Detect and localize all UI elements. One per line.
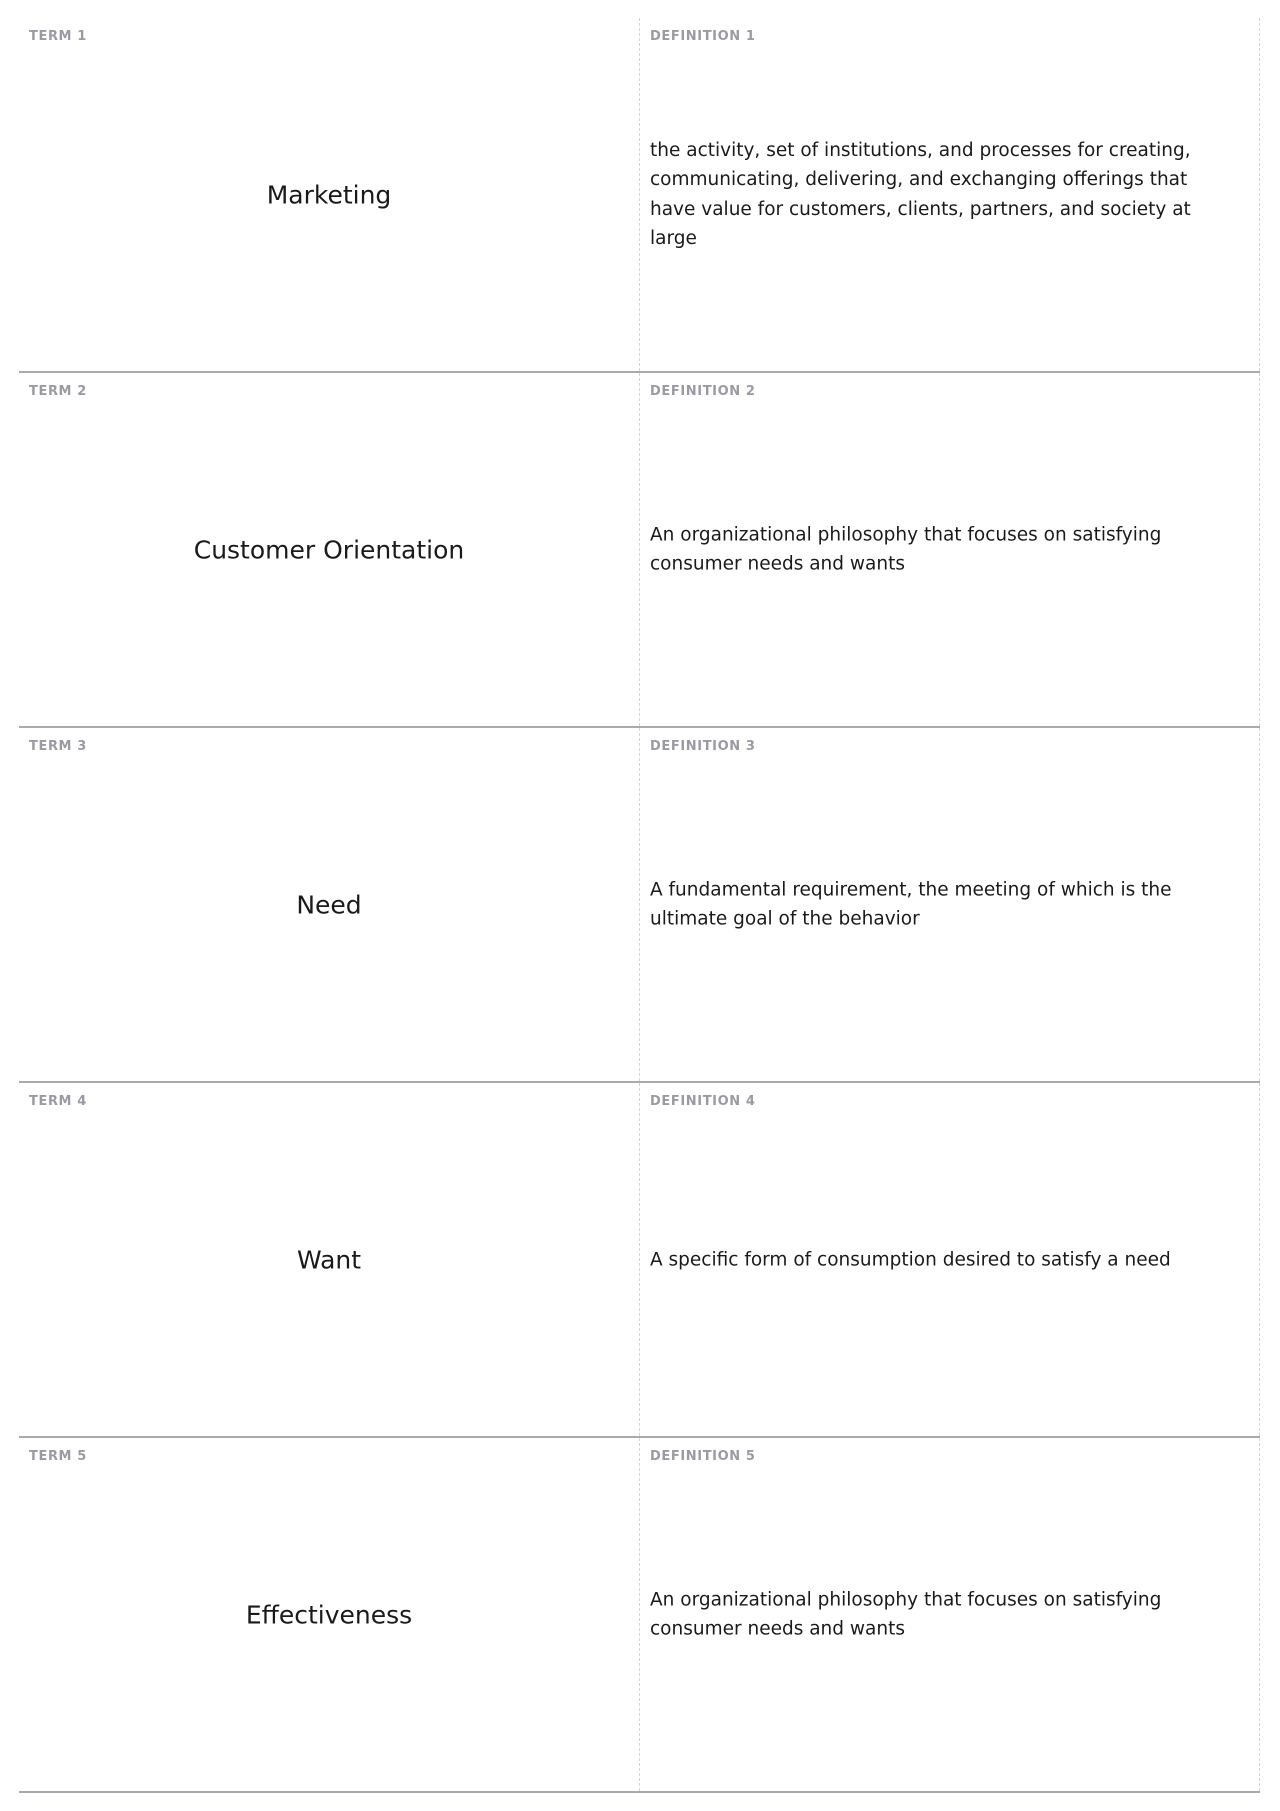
flashcard-row-1 [19,18,1260,373]
definition-label: DEFINITION 3 [650,739,756,754]
definition-cell [640,18,1260,371]
definition-text: A fundamental requirement, the meeting of which is the ultimate goal of the behavior [650,879,1172,930]
term-cell [19,1083,640,1436]
term-label: TERM 5 [29,1449,87,1464]
term-cell [19,373,640,726]
term-text: Customer Orientation [193,535,465,564]
term-label: TERM 2 [29,384,87,399]
flashcard-sheet [19,18,1260,1793]
definition-label: DEFINITION 2 [650,384,756,399]
term-text: Effectiveness [245,1600,413,1629]
term-cell [19,728,640,1081]
definition-label: DEFINITION 4 [650,1094,756,1109]
definition-cell [640,1438,1260,1791]
definition-text: the activity, set of institutions, and processes for creating, communicating, delivering, and exchanging offerings that have value for customers, clients, partners, and society at large [650,139,1191,249]
flashcard-row-5 [19,1438,1260,1793]
term-text: Want [296,1245,362,1274]
flashcard-row-4 [19,1083,1260,1438]
term-text: Need [296,890,362,919]
term-label: TERM 3 [29,739,87,754]
flashcard-row-2 [19,373,1260,728]
term-text: Marketing [266,180,392,209]
definition-cell [640,373,1260,726]
definition-cell [640,728,1260,1081]
flashcard-row-3 [19,728,1260,1083]
definition-text: A specific form of consumption desired to satisfy a need [650,1248,1171,1270]
definition-label: DEFINITION 5 [650,1449,756,1464]
term-cell [19,1438,640,1791]
term-label: TERM 4 [29,1094,87,1109]
term-label: TERM 1 [29,29,87,44]
definition-label: DEFINITION 1 [650,29,756,44]
definition-cell [640,1083,1260,1436]
term-cell [19,18,640,371]
definition-text: An organizational philosophy that focuses on satisfying consumer needs and wants [650,524,1162,575]
definition-text: An organizational philosophy that focuses on satisfying consumer needs and wants [650,1589,1162,1640]
